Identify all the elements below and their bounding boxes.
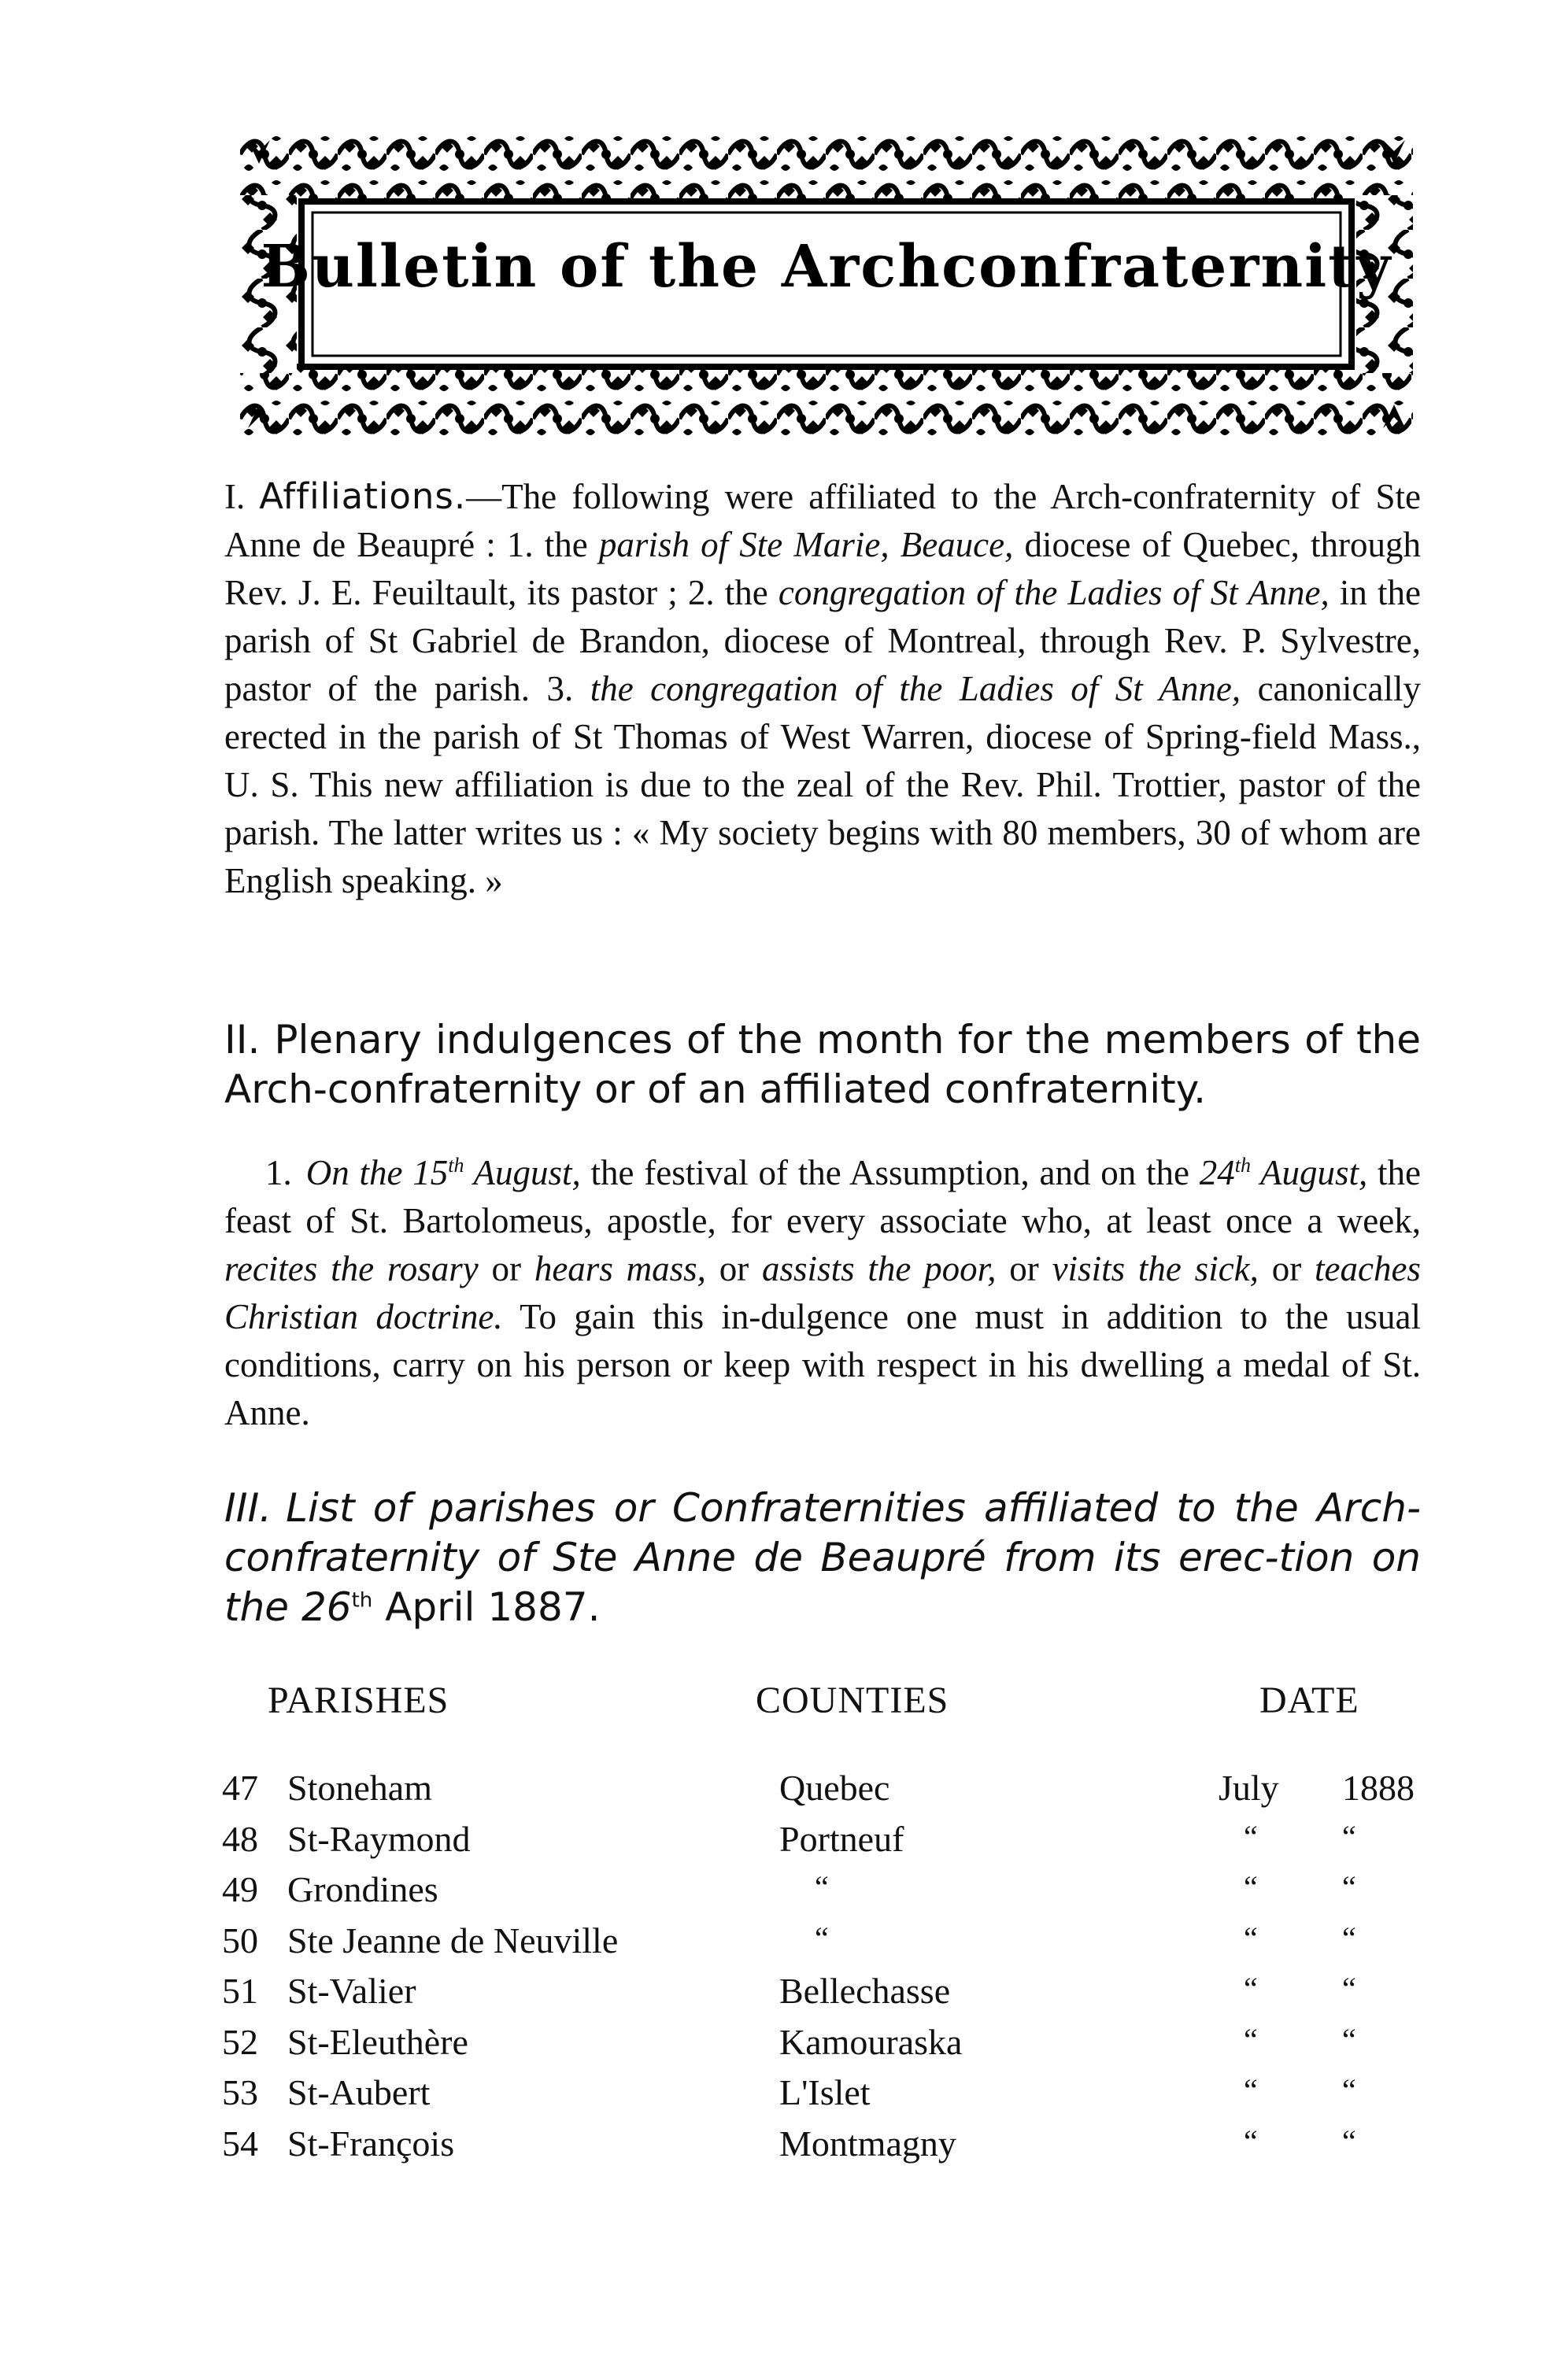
date-year: “ (1342, 2123, 1356, 2159)
date-year: 1888 (1342, 1768, 1415, 1808)
parish-name: St-Eleuthère (287, 2021, 468, 2062)
text-run: the feast of St. Bartolomeus, apostle, for every associate who, at least once a week, (224, 1153, 1421, 1240)
superscript: th (351, 1588, 373, 1613)
table-row (0, 1868, 1557, 1919)
table-row (0, 1818, 1557, 1868)
bulletin-title: Bulletin of the Archconfraternity (261, 233, 1392, 301)
date-month: “ (1244, 1971, 1258, 2006)
county-name: Bellechasse (779, 1971, 951, 2011)
italic-run: visits the sick, (1052, 1249, 1259, 1288)
table-row (0, 2123, 1557, 2173)
date-year: “ (1342, 1869, 1356, 1905)
county-name: Montmagny (779, 2123, 956, 2164)
parish-name: Ste Jeanne de Neuville (287, 1920, 619, 1961)
date-year: “ (1342, 1920, 1356, 1956)
date-month: “ (1244, 2123, 1258, 2159)
row-number: 52 (222, 2021, 258, 2062)
table-row (0, 1920, 1557, 1970)
section-number: I. (224, 477, 246, 516)
heading-text: April 1887. (372, 1584, 601, 1630)
superscript: th (448, 1154, 464, 1177)
italic-run: teaches Christian doctrine. (224, 1249, 1421, 1336)
italic-run: the congregation of the Ladies of St Anne, (590, 669, 1241, 708)
row-number: 49 (222, 1869, 258, 1909)
date-year: “ (1342, 2072, 1356, 2108)
superscript: th (1234, 1154, 1252, 1177)
text-run: To gain this in-dulgence one must in addition to the usual conditions, carry on his person or keep with respect in his dwelling a medal of St. Anne. (224, 1297, 1422, 1432)
table-row (0, 1970, 1557, 2020)
italic-run: 24 (1199, 1153, 1235, 1192)
text-run: the festival of the Assumption, and on the (580, 1153, 1200, 1192)
section-number: III. (224, 1485, 272, 1531)
section-lead: Affiliations. (259, 475, 467, 517)
county-name: Quebec (779, 1768, 890, 1808)
table-row (0, 1767, 1557, 1817)
italic-run: recites the rosary (224, 1249, 479, 1288)
italic-run: August, (1251, 1153, 1368, 1192)
row-number: 51 (222, 1971, 258, 2011)
parish-name: Stoneham (287, 1768, 432, 1808)
parish-name: Grondines (287, 1869, 438, 1909)
italic-run: congregation of the Ladies of St Anne, (778, 573, 1330, 612)
text-run: in the parish of St Gabriel de Brandon, diocese of Montreal, through Rev. P. Sylvestre, pastor of the parish. 3. (224, 573, 1421, 708)
italic-run: assists the poor, (762, 1249, 997, 1288)
parish-name: St-Valier (287, 1971, 416, 2011)
text-run: or (705, 1249, 763, 1288)
row-number: 48 (222, 1818, 258, 1859)
header-banner (240, 132, 1413, 436)
text-run: diocese of Quebec, through Rev. J. E. Feuiltault, its pastor ; 2. the (224, 525, 1422, 612)
column-header-date: DATE (1259, 1680, 1359, 1721)
date-year: “ (1342, 1818, 1356, 1854)
italic-run: On the 15 (305, 1153, 449, 1192)
parish-name: St-Raymond (287, 1818, 471, 1859)
date-month: “ (1244, 2021, 1258, 2057)
county-name: Portneuf (779, 1818, 904, 1859)
text-run: or (1258, 1249, 1315, 1288)
date-month: “ (1244, 1818, 1258, 1854)
parish-name: St-Aubert (287, 2072, 431, 2112)
county-name: “ (815, 1920, 829, 1956)
heading-text: Plenary indulgences of the month for the members of the Arch-confraternity or of an affiliated confraternity. (224, 1017, 1421, 1112)
italic-run: hears mass, (534, 1249, 706, 1288)
section-number: II. (224, 1017, 261, 1062)
section-indulgences-heading (224, 1015, 1421, 1114)
text-run: —The following were affiliated to the Arch-confraternity of Ste Anne de Beaupré : 1. the (224, 477, 1421, 564)
italic-run: August, (464, 1153, 581, 1192)
county-name: “ (815, 1869, 829, 1905)
date-month: “ (1244, 1869, 1258, 1905)
date-month: July (1219, 1768, 1279, 1808)
row-number: 53 (222, 2072, 258, 2112)
section-list-heading (224, 1484, 1421, 1632)
parish-name: St-François (287, 2123, 455, 2164)
section-indulgences-body (224, 1149, 1421, 1437)
row-number: 54 (222, 2123, 258, 2164)
date-month: “ (1244, 2072, 1258, 2108)
table-row (0, 2021, 1557, 2071)
column-header-parishes: PARISHES (268, 1680, 449, 1721)
heading-text: List of parishes or Confraternities affiliated to the Arch-confraternity of Ste Anne de Beaupré from its erec-tion on the 26 (224, 1485, 1421, 1630)
row-number: 47 (222, 1768, 258, 1808)
italic-run: parish of Ste Marie, Beauce, (598, 525, 1014, 564)
text-run: or (478, 1249, 534, 1288)
county-name: Kamouraska (779, 2021, 963, 2062)
date-month: “ (1244, 1920, 1258, 1956)
date-year: “ (1342, 2021, 1356, 2057)
text-run: or (996, 1249, 1052, 1288)
row-number: 50 (222, 1920, 258, 1961)
item-number: 1. (265, 1153, 292, 1192)
text-run: canonically erected in the parish of St Thomas of West Warren, diocese of Spring-field Mass., U. S. This new affiliation is due to the zeal of the Rev. Phil. Trottier, pastor of the parish. The latter writes us : « My society begins with 80 members, 30 of whom are English speaking. » (224, 669, 1421, 900)
county-name: L'Islet (779, 2072, 871, 2112)
column-header-counties: COUNTIES (756, 1680, 949, 1721)
section-affiliations (224, 472, 1421, 905)
date-year: “ (1342, 1971, 1356, 2006)
table-row (0, 2071, 1557, 2122)
